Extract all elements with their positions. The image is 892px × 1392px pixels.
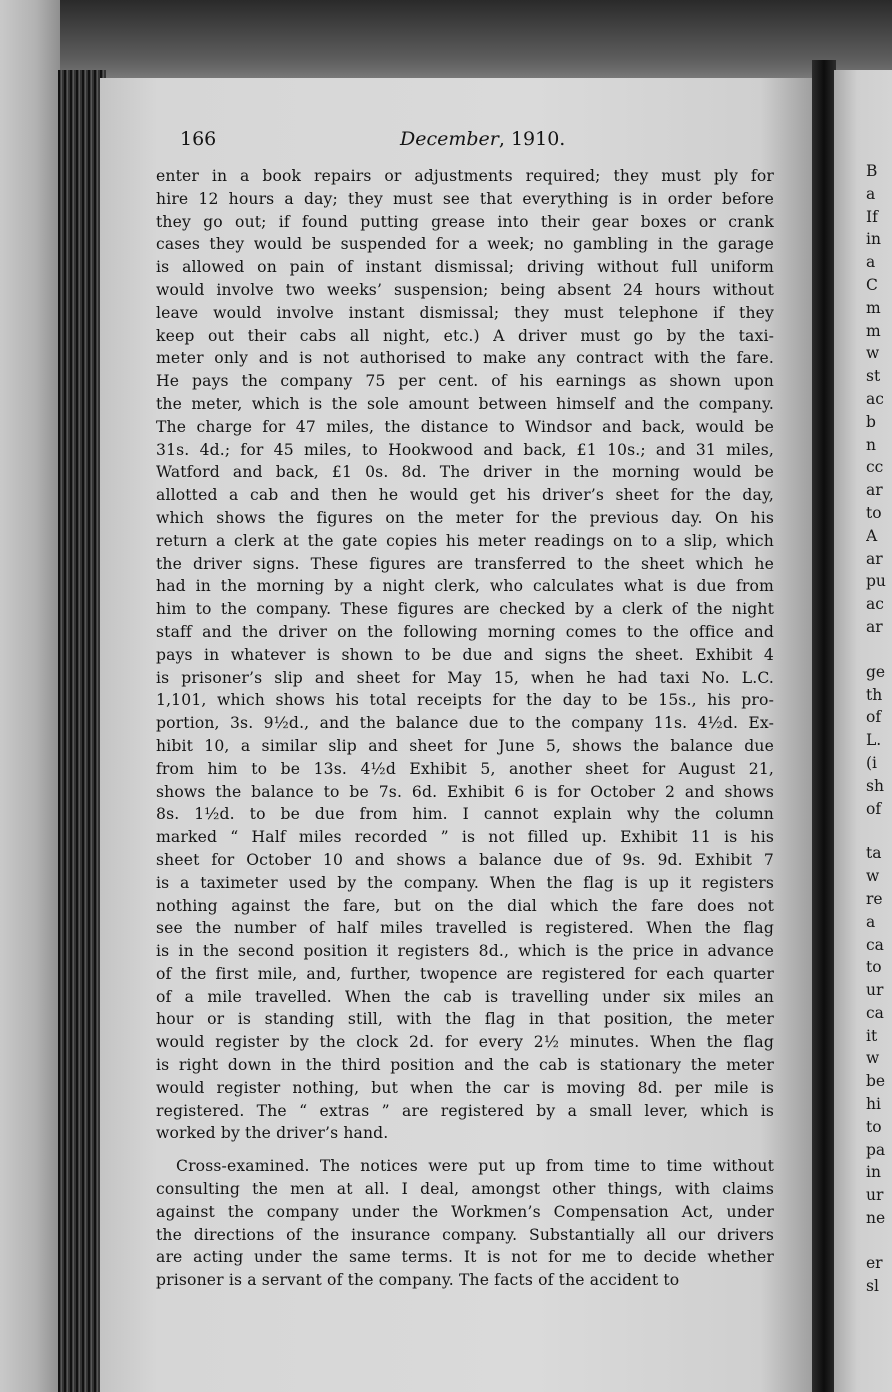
text-line: meter only and is not authorised to make any contract with the fare. <box>156 349 774 368</box>
adjacent-page-fragment: m <box>866 321 881 340</box>
text-line: from him to be 13s. 4½d Exhibit 5, another sheet for August 21, <box>156 759 774 778</box>
adjacent-page-fragment: C <box>866 275 878 294</box>
adjacent-page-fragment: ca <box>866 935 884 954</box>
adjacent-page-fragment: w <box>866 867 880 886</box>
text-line: sheet for October 10 and shows a balance due of 9s. 9d. Exhibit 7 <box>156 850 774 869</box>
text-line: Watford and back, £1 0s. 8d. The driver in the morning would be <box>156 463 774 482</box>
adjacent-page-fragment: of <box>866 799 882 818</box>
adjacent-page-fragment: w <box>866 344 880 363</box>
text-line: hire 12 hours a day; they must see that everything is in order before <box>156 189 774 208</box>
paragraph <box>156 165 774 1145</box>
adjacent-page-fragment: A <box>866 526 878 545</box>
text-line: 1,101, which shows his total receipts for the day to be 15s., his pro- <box>156 691 774 710</box>
adjacent-page-fragment: of <box>866 708 882 727</box>
text-line: would register by the clock 2d. for every 2½ minutes. When the flag <box>156 1033 774 1052</box>
adjacent-page-fragment: ar <box>866 549 883 568</box>
text-line: consulting the men at all. I deal, amongst other things, with claims <box>156 1180 774 1199</box>
adjacent-page-fragment: pu <box>866 572 886 591</box>
running-head <box>400 128 565 150</box>
text-line: him to the company. These figures are checked by a clerk of the night <box>156 600 774 619</box>
paragraph <box>156 1155 774 1292</box>
text-line: hour or is standing still, with the flag in that position, the meter <box>156 1010 774 1029</box>
adjacent-page-fragment <box>866 639 892 661</box>
adjacent-page-fragment: to <box>866 958 882 977</box>
adjacent-page-fragment: sh <box>866 776 884 795</box>
adjacent-page-fragment: st <box>866 367 881 386</box>
adjacent-page-fragment: ca <box>866 1003 884 1022</box>
adjacent-page-fragment: (i <box>866 753 878 772</box>
adjacent-page-fragment: m <box>866 298 881 317</box>
text-line: would involve two weeks’ suspension; being absent 24 hours without <box>156 280 774 299</box>
text-line: is prisoner’s slip and sheet for May 15, when he had taxi No. L.C. <box>156 668 774 687</box>
text-line: staff and the driver on the following morning comes to the office and <box>156 622 774 641</box>
text-line: the directions of the insurance company. Substantially all our drivers <box>156 1225 774 1244</box>
text-line: pays in whatever is shown to be due and signs the sheet. Exhibit 4 <box>156 645 774 664</box>
text-line: of a mile travelled. When the cab is travelling under six miles an <box>156 987 774 1006</box>
text-line: keep out their cabs all night, etc.) A driver must go by the taxi- <box>156 326 774 345</box>
text-line: is allowed on pain of instant dismissal; driving without full uniform <box>156 258 774 277</box>
adjacent-page-fragment: n <box>866 435 876 454</box>
text-line: against the company under the Workmen’s Compensation Act, under <box>156 1202 774 1221</box>
adjacent-page-fragment: ge <box>866 662 886 681</box>
paragraph-gap <box>156 1145 774 1155</box>
adjacent-page-fragment: ar <box>866 617 883 636</box>
adjacent-page-fragment: ar <box>866 481 883 500</box>
text-line: they go out; if found putting grease into their gear boxes or crank <box>156 212 774 231</box>
running-head-year: , 1910. <box>498 128 566 150</box>
adjacent-page-fragment: a <box>866 912 876 931</box>
text-line: leave would involve instant dismissal; they must telephone if they <box>156 303 774 322</box>
text-line: see the number of half miles travelled is registered. When the flag <box>156 919 774 938</box>
adjacent-page-fragment: ta <box>866 844 882 863</box>
text-line: the driver signs. These figures are transferred to the sheet which he <box>156 554 774 573</box>
text-line: would register nothing, but when the car is moving 8d. per mile is <box>156 1078 774 1097</box>
adjacent-page-text <box>866 160 892 1297</box>
adjacent-page-fragment: a <box>866 184 876 203</box>
text-line: cases they would be suspended for a week; no gambling in the garage <box>156 235 774 254</box>
adjacent-page-fragment: ne <box>866 1209 886 1228</box>
text-line: is in the second position it registers 8d., which is the price in advance <box>156 942 774 961</box>
adjacent-page-fragment: cc <box>866 458 884 477</box>
text-line: hibit 10, a similar slip and sheet for June 5, shows the balance due <box>156 736 774 755</box>
text-line: return a clerk at the gate copies his meter readings on to a slip, which <box>156 531 774 550</box>
body-text <box>156 165 774 1292</box>
text-line: had in the morning by a night clerk, who calculates what is due from <box>156 577 774 596</box>
adjacent-page-fragment: ac <box>866 389 884 408</box>
page-number: 166 <box>180 128 217 150</box>
text-line: enter in a book repairs or adjustments required; they must ply for <box>156 167 774 185</box>
text-line: is a taximeter used by the company. When the flag is up it registers <box>156 873 774 892</box>
adjacent-page-fragment: L. <box>866 731 882 750</box>
adjacent-page-fragment: B <box>866 162 878 180</box>
text-line: which shows the figures on the meter for the previous day. On his <box>156 508 774 527</box>
adjacent-page-fragment: If <box>866 207 878 226</box>
text-line: portion, 3s. 9½d., and the balance due to the company 11s. 4½d. Ex- <box>156 714 774 733</box>
top-shadow <box>0 0 892 90</box>
text-line: 8s. 1½d. to be due from him. I cannot explain why the column <box>156 805 774 824</box>
adjacent-page-fragment: to <box>866 503 882 522</box>
text-line: the meter, which is the sole amount between himself and the company. <box>156 394 774 413</box>
adjacent-page-fragment: to <box>866 1117 882 1136</box>
adjacent-page-fragment <box>866 820 892 842</box>
text-line: He pays the company 75 per cent. of his earnings as shown upon <box>156 372 774 391</box>
adjacent-page-fragment: ur <box>866 1186 884 1205</box>
book-gutter <box>812 60 836 1392</box>
adjacent-page-fragment: er <box>866 1253 883 1272</box>
text-line: is right down in the third position and the cab is stationary the meter <box>156 1056 774 1075</box>
text-line: 31s. 4d.; for 45 miles, to Hookwood and back, £1 10s.; and 31 miles, <box>156 440 774 459</box>
adjacent-page-fragment: pa <box>866 1140 886 1159</box>
text-line: prisoner is a servant of the company. The facts of the accident to <box>156 1271 680 1290</box>
adjacent-page-fragment: be <box>866 1072 886 1091</box>
text-line: shows the balance to be 7s. 6d. Exhibit 6 is for October 2 and shows <box>156 782 774 801</box>
adjacent-page-fragment: in <box>866 230 881 249</box>
left-margin <box>0 0 60 1392</box>
text-line: worked by the driver’s hand. <box>156 1124 389 1143</box>
text-line: of the first mile, and, further, twopence are registered for each quarter <box>156 964 774 983</box>
running-head-month: December <box>400 128 499 150</box>
text-line: marked “ Half miles recorded ” is not filled up. Exhibit 11 is his <box>156 828 774 847</box>
text-line: allotted a cab and then he would get his driver’s sheet for the day, <box>156 486 774 505</box>
adjacent-page-fragment: b <box>866 412 876 431</box>
adjacent-page-fragment: ac <box>866 595 884 614</box>
text-line: registered. The “ extras ” are registered by a small lever, which is <box>156 1101 774 1120</box>
adjacent-page-fragment <box>866 1230 892 1252</box>
text-line: The charge for 47 miles, the distance to Windsor and back, would be <box>156 417 774 436</box>
text-line: Cross-examined. The notices were put up from time to time without <box>176 1157 774 1176</box>
adjacent-page-fragment: sl <box>866 1276 879 1295</box>
book-spine-edges <box>58 70 106 1392</box>
adjacent-page-fragment: ur <box>866 981 884 1000</box>
adjacent-page-fragment: th <box>866 685 883 704</box>
adjacent-page-fragment: w <box>866 1049 880 1068</box>
adjacent-page-fragment: in <box>866 1163 881 1182</box>
text-line: nothing against the fare, but on the dial which the fare does not <box>156 896 774 915</box>
adjacent-page-fragment: re <box>866 889 883 908</box>
adjacent-page-fragment: hi <box>866 1095 881 1114</box>
adjacent-page-fragment: it <box>866 1026 878 1045</box>
text-line: are acting under the same terms. It is not for me to decide whether <box>156 1248 774 1267</box>
adjacent-page-fragment: a <box>866 253 876 272</box>
